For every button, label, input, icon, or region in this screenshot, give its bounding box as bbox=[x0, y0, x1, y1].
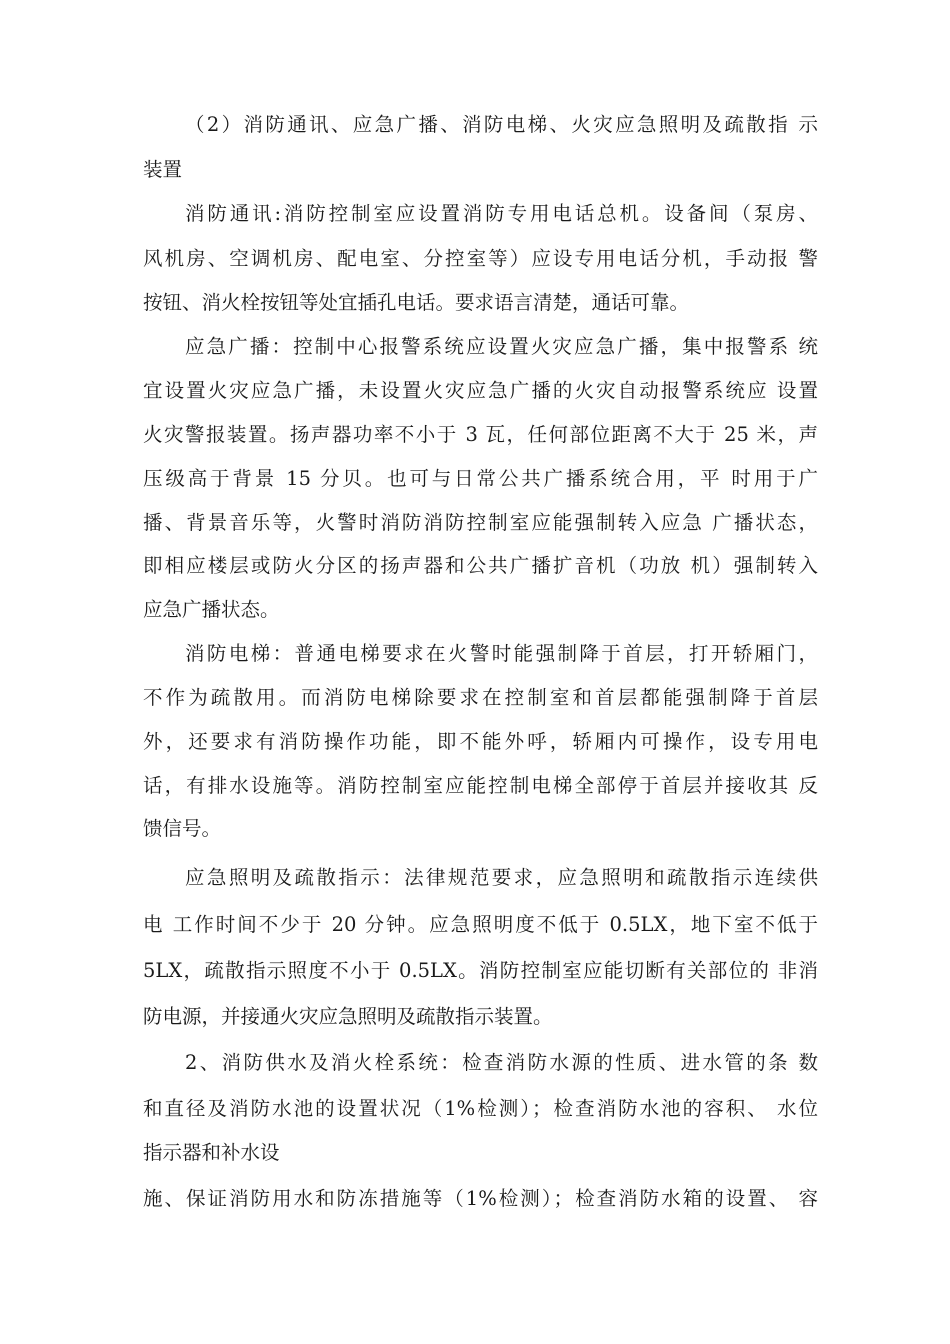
text-line: 宜设置火灾应急广播，未设置火灾应急广播的火灾自动报警系统应 设置 bbox=[143, 379, 818, 402]
text-line: 防电源，并接通火灾应急照明及疏散指示装置。 bbox=[143, 1005, 553, 1028]
text-line: 应急广播状态。 bbox=[143, 598, 280, 621]
text-line: （2）消防通讯、应急广播、消防电梯、火灾应急照明及疏散指 示 bbox=[185, 113, 818, 136]
text-line: 馈信号。 bbox=[143, 817, 222, 840]
text-line: 风机房、空调机房、配电室、分控室等）应设专用电话分机，手动报 警 bbox=[143, 247, 818, 270]
text-line: 消防电梯：普通电梯要求在火警时能强制降于首层，打开轿厢门， bbox=[185, 642, 818, 665]
text-line: 2、消防供水及消火栓系统：检查消防水源的性质、进水管的条 数 bbox=[185, 1051, 818, 1074]
text-line: 压级高于背景 15 分贝。也可与日常公共广播系统合用，平 时用于广 bbox=[143, 467, 818, 490]
text-line: 装置 bbox=[143, 158, 183, 181]
text-line: 应急广播：控制中心报警系统应设置火灾应急广播，集中报警系 统 bbox=[185, 335, 818, 358]
text-line: 火灾警报装置。扬声器功率不小于 3 瓦，任何部位距离不大于 25 米，声 bbox=[143, 423, 818, 446]
text-line: 不作为疏散用。而消防电梯除要求在控制室和首层都能强制降于首层 bbox=[143, 686, 818, 709]
text-line: 电 工作时间不少于 20 分钟。应急照明度不低于 0.5LX，地下室不低于 bbox=[143, 913, 818, 936]
text-line: 和直径及消防水池的设置状况（1%检测）；检查消防水池的容积、 水位 bbox=[143, 1097, 818, 1120]
text-line: 外，还要求有消防操作功能，即不能外呼，轿厢内可操作，设专用电 bbox=[143, 730, 818, 753]
text-line: 按钮、消火栓按钮等处宜插孔电话。要求语言清楚，通话可靠。 bbox=[143, 291, 690, 314]
text-line: 指示器和补水设 bbox=[143, 1141, 280, 1164]
text-line: 话，有排水设施等。消防控制室应能控制电梯全部停于首层并接收其 反 bbox=[143, 774, 818, 797]
text-line: 5LX，疏散指示照度不小于 0.5LX。消防控制室应能切断有关部位的 非消 bbox=[143, 959, 818, 982]
text-line: 播、背景音乐等，火警时消防消防控制室应能强制转入应急 广播状态， bbox=[143, 511, 818, 534]
text-line: 即相应楼层或防火分区的扬声器和公共广播扩音机（功放 机）强制转入 bbox=[143, 554, 818, 577]
text-line: 施、保证消防用水和防冻措施等（1%检测）；检查消防水箱的设置、 容 bbox=[143, 1187, 818, 1210]
text-line: 应急照明及疏散指示：法律规范要求，应急照明和疏散指示连续供 bbox=[185, 866, 818, 889]
text-line: 消防通讯:消防控制室应设置消防专用电话总机。设备间（泵房、 bbox=[185, 202, 818, 225]
